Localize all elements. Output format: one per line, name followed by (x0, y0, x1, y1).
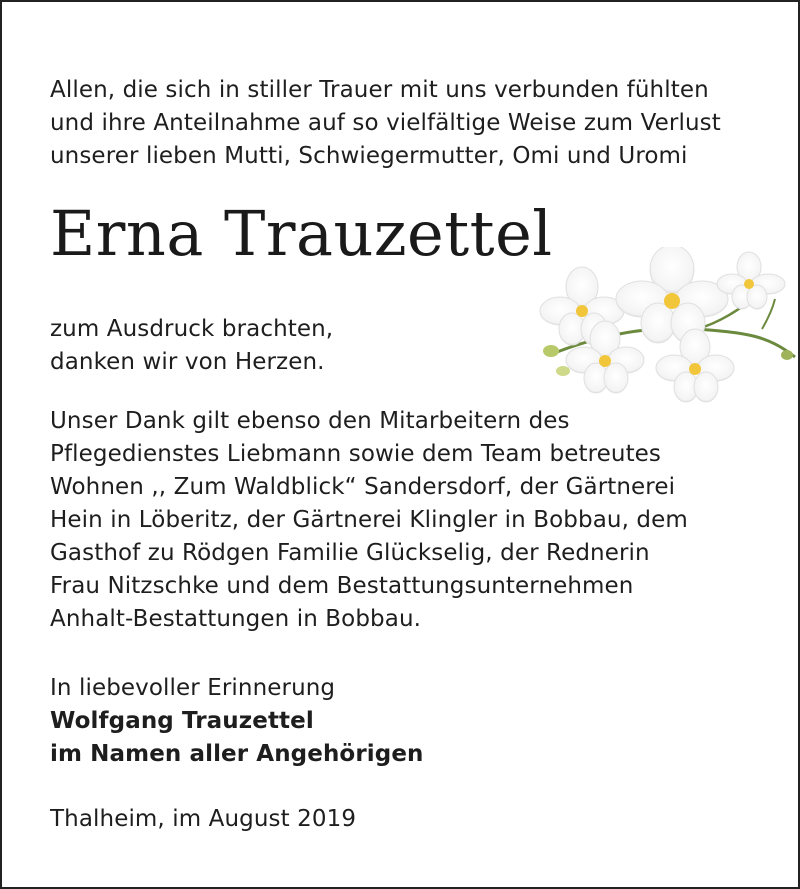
place-date: Thalheim, im August 2019 (50, 806, 357, 832)
orchid-image (537, 247, 799, 412)
thanks-line: zum Ausdruck brachten, (50, 316, 334, 342)
intro-paragraph (50, 74, 721, 173)
acknowledgement-line: Pflegedienstes Liebmann sowie dem Team betreutes (50, 441, 662, 467)
acknowledgement-line: Wohnen ,, Zum Waldblick“ Sandersdorf, der Gärtnerei (50, 474, 676, 500)
thanks-line: danken wir von Herzen. (50, 349, 325, 375)
acknowledgement-line: Unser Dank gilt ebenso den Mitarbeitern des (50, 408, 570, 434)
signer-note: im Namen aller Angehörigen (50, 741, 424, 767)
closing-phrase: In liebevoller Erinnerung (50, 675, 336, 701)
acknowledgement-line: Frau Nitzschke und dem Bestattungsunternehmen (50, 573, 634, 599)
acknowledgement-line: Gasthof zu Rödgen Familie Glückselig, der Rednerin (50, 540, 650, 566)
acknowledgement-paragraph (50, 405, 688, 636)
acknowledgement-line: Hein in Löberitz, der Gärtnerei Klingler in Bobbau, dem (50, 507, 688, 533)
thanks-paragraph (50, 313, 333, 379)
intro-line: und ihre Anteilnahme auf so vielfältige Weise zum Verlust (50, 110, 721, 136)
intro-line: Allen, die sich in stiller Trauer mit uns verbunden fühlten (50, 77, 709, 103)
deceased-name: Erna Trauzettel (50, 197, 553, 270)
acknowledgement-line: Anhalt-Bestattungen in Bobbau. (50, 606, 422, 632)
signer-name: Wolfgang Trauzettel (50, 708, 314, 734)
intro-line: unserer lieben Mutti, Schwiegermutter, Omi und Uromi (50, 143, 688, 169)
signature-block (50, 672, 424, 771)
